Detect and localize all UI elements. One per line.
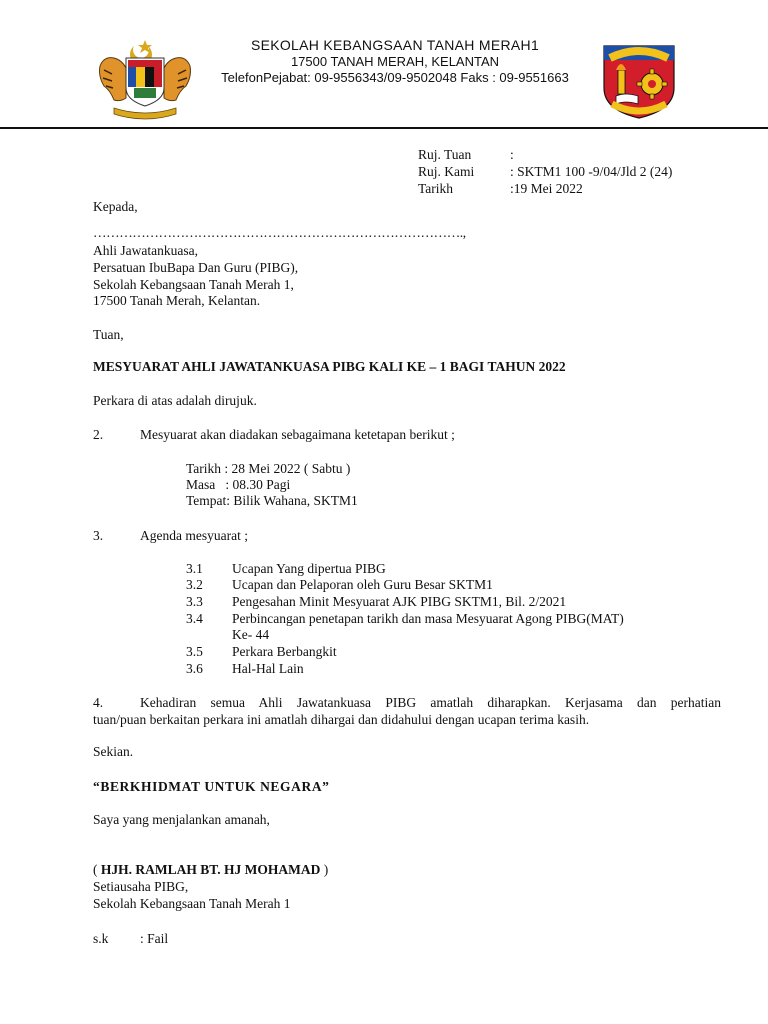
paren-open: ( [93,862,101,877]
para4-line1: Kehadiran semua Ahli Jawatankuasa PIBG amatlah diharapkan. Kerjasama dan perhatian [140,695,721,710]
school-phone: TelefonPejabat: 09-9556343/09-9502048 Faks : 09-9551663 [221,70,569,85]
para4-line2: tuan/puan berkaitan perkara ini amatlah dihargai dan didahului dengan ucapan terima kasih. [93,712,590,727]
agenda-item: Ucapan dan Pelaporan oleh Guru Besar SKTM1 [232,577,493,592]
para3-text: Agenda mesyuarat ; [140,528,248,543]
agenda-item: Hal-Hal Lain [232,661,304,676]
kepada: Kepada, [93,199,138,214]
signatory-org: Sekolah Kebangsaan Tanah Merah 1 [93,896,291,911]
cc-value: : Fail [140,931,169,946]
agenda-item-cont: Ke- 44 [232,627,270,642]
signatory-name-line [93,861,328,878]
malaysia-coat-of-arms-icon [94,36,196,120]
recipient-line: Sekolah Kebangsaan Tanah Merah 1, [93,277,294,292]
agenda-num: 3.1 [186,561,203,576]
subject: MESYUARAT AHLI JAWATANKUASA PIBG KALI KE – 1 BAGI TAHUN 2022 [93,359,566,374]
signatory-name: HJH. RAMLAH BT. HJ MOHAMAD [100,862,321,877]
paren-close: ) [320,862,329,877]
agenda-num: 3.2 [186,577,203,592]
closing: Sekian. [93,744,134,759]
header-divider [0,127,768,129]
recipient-line: Persatuan IbuBapa Dan Guru (PIBG), [93,260,299,275]
recipient-dots: …………………………………………………………………………., [93,225,466,240]
salutation: Tuan, [93,327,124,342]
school-name: SEKOLAH KEBANGSAAN TANAH MERAH1 [250,37,540,53]
cc-label: s.k [93,931,109,946]
para4-num: 4. [93,695,104,710]
tarikh-label: Tarikh [418,181,454,196]
agenda-num: 3.6 [186,661,203,676]
agenda-item: Perkara Berbangkit [232,644,337,659]
recipient-line: 17500 Tanah Merah, Kelantan. [93,293,261,308]
para2-num: 2. [93,427,104,442]
meeting-time: Masa : 08.30 Pagi [186,477,291,492]
meeting-date: Tarikh : 28 Mei 2022 ( Sabtu ) [186,461,351,476]
recipient-line: Ahli Jawatankuasa, [93,243,198,258]
school-crest-icon [596,36,682,122]
tarikh-value: :19 Mei 2022 [510,181,583,196]
agenda-item: Perbincangan penetapan tarikh dan masa Mesyuarat Agong PIBG(MAT) [232,611,624,626]
agenda-item: Pengesahan Minit Mesyuarat AJK PIBG SKTM1, Bil. 2/2021 [232,594,567,609]
ruj-kami-label: Ruj. Kami [418,164,475,179]
agenda-num: 3.4 [186,611,203,626]
ruj-tuan-value: : [510,147,514,162]
para2-text: Mesyuarat akan diadakan sebagaimana ketetapan berikut ; [140,427,455,442]
motto: “BERKHIDMAT UNTUK NEGARA” [93,779,330,794]
agenda-num: 3.3 [186,594,203,609]
agenda-item: Ucapan Yang dipertua PIBG [232,561,386,576]
ruj-tuan-label: Ruj. Tuan [418,147,472,162]
amanah: Saya yang menjalankan amanah, [93,812,270,827]
ruj-kami-value: : SKTM1 100 -9/04/Jld 2 (24) [510,164,673,179]
school-address: 17500 TANAH MERAH, KELANTAN [290,54,500,69]
agenda-num: 3.5 [186,644,203,659]
meeting-place: Tempat: Bilik Wahana, SKTM1 [186,493,358,508]
para3-num: 3. [93,528,104,543]
intro: Perkara di atas adalah dirujuk. [93,393,257,408]
signatory-title: Setiausaha PIBG, [93,879,189,894]
